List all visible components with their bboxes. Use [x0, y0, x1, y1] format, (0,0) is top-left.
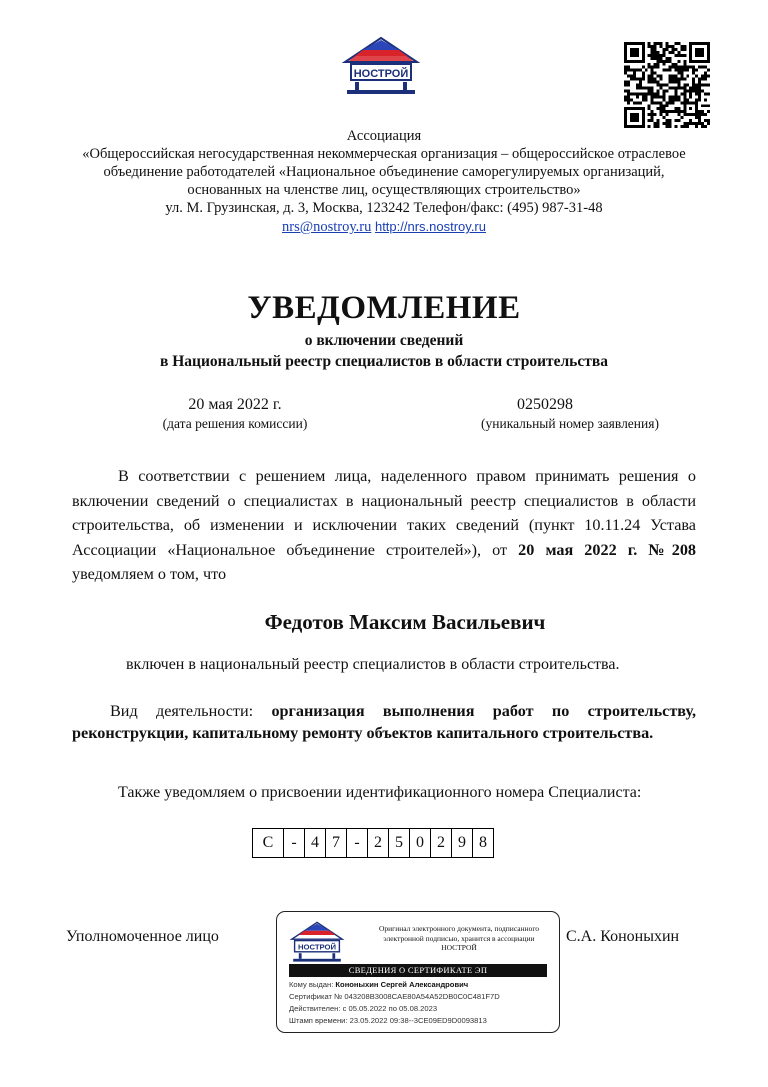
body-part-1: В соответствии с решением лица, наделенного правом принимать решения о включении сведений о специалистах в национальный реестр специалистов в области строительства, об изменении и исключении таких сведений (пункт 10.11.24 Устава Ассоциации «Национальное объединение строителей»), от	[72, 467, 696, 559]
stamp-original-note: Оригинал электронного документа, подписанного электронной подписью, хранится в ассоциации НОСТРОЙ	[378, 924, 539, 952]
org-address: ул. М. Грузинская, д. 3, Москва, 123242 Телефон/факс: (495) 987-31-48	[165, 200, 603, 216]
nostroy-logo	[341, 36, 421, 96]
included-statement: включен в национальный реестр специалистов в области строительства.	[126, 656, 620, 673]
id-char: 8	[473, 829, 494, 858]
activity-label: Вид деятельности:	[110, 702, 272, 720]
document-title: УВЕДОМЛЕНИЕ	[247, 290, 521, 326]
id-char: С	[253, 829, 284, 858]
stamp-logo	[289, 920, 345, 964]
logo-text: НОСТРОЙ	[353, 68, 409, 80]
website-link[interactable]: http://nrs.nostroy.ru	[374, 219, 486, 234]
stamp-timestamp: Штамп времени: 23.05.2022 09:38--3CE09ED9D0093813	[289, 1016, 487, 1025]
org-name-line-2: объединение работодателей «Национальное объединение саморегулируемых организаций,	[103, 164, 665, 180]
id-char: -	[347, 829, 368, 858]
activity-value: организация выполнения работ по строительству, реконструкции, капитальному ремонту объектов капитального строительства.	[72, 702, 696, 742]
application-number-caption: (уникальный номер заявления)	[481, 416, 659, 431]
id-char: 5	[389, 829, 410, 858]
id-char: 4	[305, 829, 326, 858]
decision-paragraph	[72, 464, 696, 587]
decision-date-caption: (дата решения комиссии)	[162, 416, 308, 431]
id-char: -	[284, 829, 305, 858]
email-link[interactable]: nrs@nostroy.ru	[282, 219, 372, 235]
activity-paragraph	[72, 700, 696, 744]
body-part-2: уведомляем о том, что	[72, 565, 227, 583]
org-name-line-1: «Общероссийская негосударственная некоммерческая организация – общероссийское отраслевое	[82, 146, 686, 162]
person-name: Федотов Максим Васильевич	[264, 610, 546, 634]
stamp-issued-to-name: Кононыхин Сергей Александрович	[335, 980, 469, 989]
subtitle-2: в Национальный реестр специалистов в области строительства	[159, 353, 608, 370]
org-name-line-3: основанных на членстве лиц, осуществляющих строительство»	[187, 182, 581, 198]
stamp-issued-to	[289, 980, 468, 989]
qr-code	[624, 42, 710, 128]
stamp-certificate-header: СВЕДЕНИЯ О СЕРТИФИКАТЕ ЭП	[289, 964, 547, 977]
org-type: Ассоциация	[346, 128, 422, 144]
id-char: 9	[452, 829, 473, 858]
authorized-person-label: Уполномоченное лицо	[66, 928, 219, 945]
id-char: 7	[326, 829, 347, 858]
org-contacts	[60, 218, 708, 237]
stamp-logo-text: НОСТРОЙ	[297, 942, 337, 952]
application-number: 0250298	[517, 396, 573, 413]
stamp-validity: Действителен: с 05.05.2022 по 05.08.2023	[289, 1004, 438, 1013]
decision-reference: 20 мая 2022 г. №208	[518, 540, 697, 559]
stamp-issued-to-label: Кому выдан:	[289, 980, 336, 989]
stamp-certificate-number: Сертификат № 043208B3008CAE80A54A52DB0C0C481F7D	[289, 992, 500, 1001]
e-signature-stamp	[276, 911, 560, 1033]
decision-date: 20 мая 2022 г.	[188, 396, 282, 413]
id-char: 0	[410, 829, 431, 858]
specialist-id-table	[252, 828, 494, 858]
id-char: 2	[368, 829, 389, 858]
id-assignment-statement: Также уведомляем о присвоении идентификационного номера Специалиста:	[118, 784, 642, 801]
id-char: 2	[431, 829, 452, 858]
authorized-person-name: С.А. Кононыхин	[566, 928, 680, 945]
subtitle-1: о включении сведений	[304, 332, 464, 349]
